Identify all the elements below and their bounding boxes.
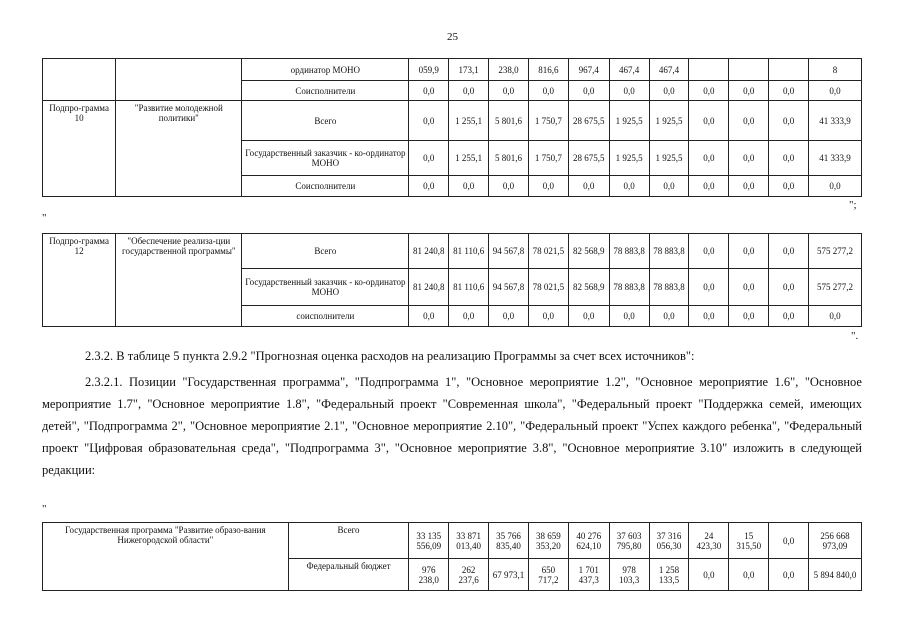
table-cell: 37 603 795,80 [609, 523, 649, 559]
table-cell: "Обеспечение реализа-ции государственной программы" [116, 234, 242, 327]
table-cell: 467,4 [649, 59, 689, 81]
table-cell: Государственная программа "Развитие образо-вания Нижегородской области" [43, 523, 289, 591]
table-cell: 81 110,6 [449, 269, 489, 306]
table-cell: 78 883,8 [609, 269, 649, 306]
table-cell: 0,0 [729, 141, 769, 176]
table-cell: 5 801,6 [489, 141, 529, 176]
table-cell: 0,0 [449, 306, 489, 327]
table-cell: ординатор МОНО [242, 59, 409, 81]
table-cell: 0,0 [769, 101, 809, 141]
table-cell: 0,0 [649, 176, 689, 197]
table-cell: 1 750,7 [528, 101, 568, 141]
table-cell: Всего [242, 101, 409, 141]
table-cell: 0,0 [809, 81, 862, 101]
table-cell [689, 59, 729, 81]
table-cell: 82 568,9 [568, 269, 609, 306]
table-cell: 0,0 [609, 306, 649, 327]
table-cell: 0,0 [809, 306, 862, 327]
table-cell: 256 668 973,09 [809, 523, 862, 559]
table-cell: 0,0 [489, 306, 529, 327]
table-cell: 0,0 [409, 306, 449, 327]
table-cell: 41 333,9 [809, 141, 862, 176]
table-cell: 467,4 [609, 59, 649, 81]
table-cell: 1 925,5 [609, 141, 649, 176]
table-cell: 78 021,5 [528, 269, 568, 306]
table-cell: 816,6 [528, 59, 568, 81]
table-cell: 33 871 013,40 [449, 523, 489, 559]
paragraph-2-3-2-1: 2.3.2.1. Позиции "Государственная программа", "Подпрограмма 1", "Основное мероприятие 1.2", "Основное мероприятие 1.6", "Основное мероприятие 1.7", "Основное мероприятие 1.8", "Федеральный проект "Современная школа", "Федеральный проект "Поддержка семей, имеющих детей", "Подпрограмма 2", "Основное мероприятие 2.1", "Основное мероприятие 2.10", "Федеральный проект "Успех каждого ребенка", "Федеральный проект "Цифровая образовательная среда", "Подпрограмма 3", "Основное мероприятие 3.8", "Основное мероприятие 3.10" изложить в следующей редакции: [42, 375, 862, 477]
table-cell: 0,0 [449, 176, 489, 197]
closing-quote-1: "; [849, 199, 857, 211]
table-cell: 82 568,9 [568, 234, 609, 269]
table-cell: 5 894 840,0 [809, 559, 862, 591]
table-cell: 24 423,30 [689, 523, 729, 559]
table-cell: 575 277,2 [809, 269, 862, 306]
table-cell: 0,0 [689, 234, 729, 269]
table-cell: 0,0 [689, 306, 729, 327]
table-cell: 0,0 [609, 81, 649, 101]
table-row [43, 101, 862, 141]
state-program-table [42, 522, 862, 591]
table-cell: 1 255,1 [449, 141, 489, 176]
table-cell: 1 701 437,3 [568, 559, 609, 591]
table-cell: 967,4 [568, 59, 609, 81]
table-cell: 0,0 [568, 81, 609, 101]
opening-quote-2: " [42, 503, 47, 515]
paragraph-2-3-2: 2.3.2. В таблице 5 пункта 2.9.2 "Прогнозная оценка расходов на реализацию Программы за счет всех источников": [85, 349, 695, 363]
table-cell: 35 766 835,40 [489, 523, 529, 559]
subprogram-10-table [42, 58, 862, 197]
table-cell: Подпро-грамма 12 [43, 234, 116, 327]
table-cell: 0,0 [729, 269, 769, 306]
table-cell [43, 59, 116, 101]
table-cell: 0,0 [769, 81, 809, 101]
table-cell: 5 801,6 [489, 101, 529, 141]
table-cell: 15 315,50 [729, 523, 769, 559]
table-cell: 0,0 [568, 306, 609, 327]
table-cell: 81 240,8 [409, 234, 449, 269]
table-cell: 0,0 [809, 176, 862, 197]
table-cell: 650 717,2 [528, 559, 568, 591]
table-cell: 0,0 [729, 101, 769, 141]
table-cell: 94 567,8 [489, 234, 529, 269]
table-cell: 37 316 056,30 [649, 523, 689, 559]
table-cell: 0,0 [729, 306, 769, 327]
table-cell: Соисполнители [242, 176, 409, 197]
table-cell: 0,0 [729, 81, 769, 101]
table-cell: Федеральный бюджет [288, 559, 409, 591]
table-cell: 78 883,8 [649, 269, 689, 306]
table-cell: 0,0 [689, 81, 729, 101]
table-cell: 41 333,9 [809, 101, 862, 141]
table-cell: 0,0 [689, 101, 729, 141]
table-cell: 0,0 [689, 141, 729, 176]
table-cell: 0,0 [729, 234, 769, 269]
table-cell: 0,0 [769, 141, 809, 176]
table-cell: 262 237,6 [449, 559, 489, 591]
table-cell: 978 103,3 [609, 559, 649, 591]
table-cell: 67 973,1 [489, 559, 529, 591]
table-cell: "Развитие молодежной политики" [116, 101, 242, 197]
table-cell: 0,0 [489, 81, 529, 101]
table-cell: 0,0 [528, 81, 568, 101]
table-cell: Всего [242, 234, 409, 269]
table-row [43, 59, 862, 81]
table-cell: 28 675,5 [568, 141, 609, 176]
table-cell: 28 675,5 [568, 101, 609, 141]
table-cell: 0,0 [528, 176, 568, 197]
table-cell: 0,0 [568, 176, 609, 197]
table-cell: 0,0 [528, 306, 568, 327]
table-cell: 976 238,0 [409, 559, 449, 591]
table-cell: 78 883,8 [609, 234, 649, 269]
table-cell: 0,0 [729, 176, 769, 197]
page-number: 25 [447, 31, 458, 43]
table-cell: 1 750,7 [528, 141, 568, 176]
table-cell: Государственный заказчик - ко-ординатор МОНО [242, 269, 409, 306]
table-cell: 059,9 [409, 59, 449, 81]
table-cell: 0,0 [769, 176, 809, 197]
table-cell: 1 925,5 [649, 141, 689, 176]
table-cell: 575 277,2 [809, 234, 862, 269]
table-cell: Соисполнители [242, 81, 409, 101]
table-cell [116, 59, 242, 101]
table-cell: 0,0 [689, 559, 729, 591]
subprogram-12-table [42, 233, 862, 327]
table-row [43, 234, 862, 269]
table-cell: 40 276 624,10 [568, 523, 609, 559]
table-cell: 0,0 [769, 306, 809, 327]
table-cell: 0,0 [409, 176, 449, 197]
table-cell: 1 258 133,5 [649, 559, 689, 591]
table-cell: 0,0 [769, 523, 809, 559]
table-cell: 81 240,8 [409, 269, 449, 306]
closing-quote-2: ". [851, 330, 859, 342]
table-cell: 38 659 353,20 [528, 523, 568, 559]
table-cell: 0,0 [649, 81, 689, 101]
table-cell: 0,0 [409, 141, 449, 176]
table-cell: 0,0 [649, 306, 689, 327]
table-cell: 0,0 [449, 81, 489, 101]
table-cell: 1 925,5 [649, 101, 689, 141]
table-cell: 173,1 [449, 59, 489, 81]
table-cell: 0,0 [409, 101, 449, 141]
table-cell: 0,0 [729, 559, 769, 591]
table-cell: Подпро-грамма 10 [43, 101, 116, 197]
table-cell: 0,0 [769, 559, 809, 591]
table-cell: 33 135 556,09 [409, 523, 449, 559]
table-cell: 1 255,1 [449, 101, 489, 141]
table-cell: 0,0 [769, 234, 809, 269]
table-cell: 0,0 [489, 176, 529, 197]
table-cell [769, 59, 809, 81]
table-cell: 238,0 [489, 59, 529, 81]
table-cell: Государственный заказчик - ко-ординатор МОНО [242, 141, 409, 176]
table-cell: 0,0 [689, 176, 729, 197]
table-cell: 0,0 [769, 269, 809, 306]
table-row [43, 523, 862, 559]
table-cell: 8 [809, 59, 862, 81]
table-cell: соисполнители [242, 306, 409, 327]
table-cell: 1 925,5 [609, 101, 649, 141]
table-cell [729, 59, 769, 81]
table-cell: 81 110,6 [449, 234, 489, 269]
table-cell: 94 567,8 [489, 269, 529, 306]
table-cell: 78 021,5 [528, 234, 568, 269]
table-cell: Всего [288, 523, 409, 559]
opening-quote-1: " [42, 212, 47, 224]
table-cell: 0,0 [689, 269, 729, 306]
table-cell: 0,0 [409, 81, 449, 101]
table-cell: 0,0 [609, 176, 649, 197]
table-cell: 78 883,8 [649, 234, 689, 269]
